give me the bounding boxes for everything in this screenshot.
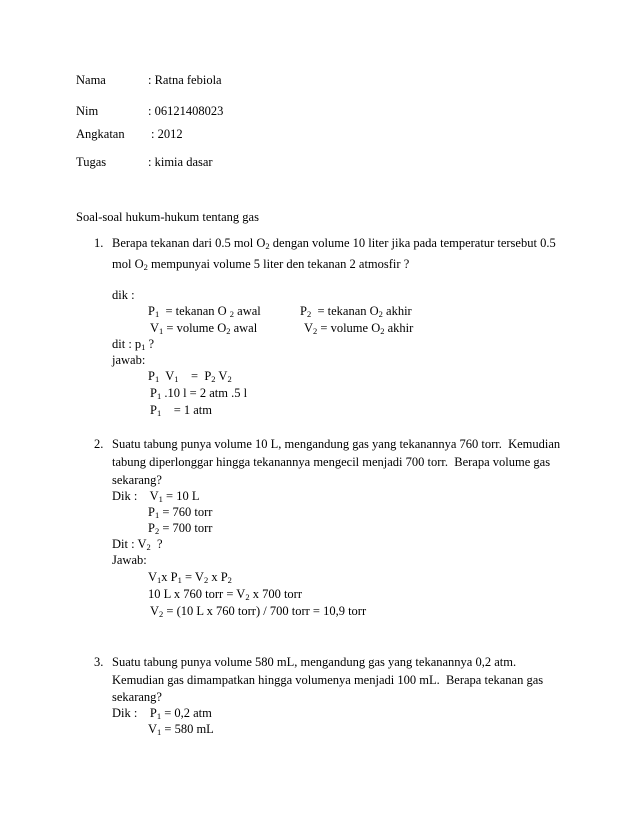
problem-1-definition-v2: $V_2$ = volume $O_2$ akhir <box>304 321 414 336</box>
problem-1-number: 1. <box>94 236 104 250</box>
problem-2-step-1: $V_1x$ $P_1 = V_2$ x $P_2$ <box>148 570 232 585</box>
value-nama: : Ratna febiola <box>148 73 222 87</box>
problem-1-definition-p1: $P_1$ = tekanan O $_2$ awal <box>148 304 261 319</box>
problem-1-dit: dit : $p_1$ ? <box>112 337 155 352</box>
problem-2-dik-p2: $P_2 = 700$ torr <box>148 521 213 536</box>
label-angkatan: Angkatan <box>76 127 125 141</box>
label-tugas: Tugas <box>76 155 107 169</box>
problem-2-step-3: $V_2 = (10$ L x 760 torr) / 700 torr = 10,9 torr <box>150 604 367 619</box>
problem-2-question-line-1: Suatu tabung punya volume 10 L, mengandung gas yang tekanannya 760 torr. Kemudian <box>112 437 561 451</box>
problem-2-dit: Dit : $V_2$ ? <box>112 537 163 552</box>
problem-3-number: 3. <box>94 655 104 669</box>
problem-1-question-line-2: mol $O_2$ mempunyai volume 5 liter den tekanan 2 atmosfir ? <box>112 257 410 272</box>
problem-1-question-line-1: Berapa tekanan dari 0.5 mol $O_2$ dengan volume 10 liter jika pada temperatur tersebut 0.5 <box>112 236 556 251</box>
problem-1-step-1: $P_1$ $V_1$ = $P_2$ $V_2$ <box>148 369 232 384</box>
problem-3-dik-p1: Dik : $P_1 = 0,2$ atm <box>112 706 212 721</box>
problem-2-number: 2. <box>94 437 104 451</box>
problem-3-dik-v1: $V_1 = 580$ mL <box>148 722 214 737</box>
value-tugas: : kimia dasar <box>148 155 213 169</box>
problem-2-step-2: 10 L x 760 torr = $V_2$ x 700 torr <box>148 587 303 602</box>
problem-1-definition-v1: $V_1$ = volume $O_2$ awal <box>150 321 258 336</box>
problem-2-dik-p1: $P_1 = 760$ torr <box>148 505 213 520</box>
problem-1-dik: dik : <box>112 288 135 302</box>
value-angkatan: : 2012 <box>151 127 183 141</box>
problem-1-step-3: $P_1$ = 1 atm <box>150 403 212 418</box>
problem-3-question-line-2: Kemudian gas dimampatkan hingga volumenya menjadi 100 mL. Berapa tekanan gas <box>112 673 544 687</box>
problem-2-dik-v1: Dik : $V_1 = 10$ L <box>112 489 200 504</box>
problem-3-question-line-3: sekarang? <box>112 690 162 704</box>
value-nim: : 06121408023 <box>148 104 224 118</box>
label-nim: Nim <box>76 104 99 118</box>
section-title: Soal-soal hukum-hukum tentang gas <box>76 210 259 224</box>
label-nama: Nama <box>76 73 106 87</box>
problem-2-question-line-2: tabung diperlonggar hingga tekanannya mengecil menjadi 700 torr. Berapa volume gas <box>112 455 551 469</box>
problem-2-jawab: Jawab: <box>112 553 147 567</box>
problem-1-definition-p2: $P_2$ = tekanan $O_2$ akhir <box>300 304 412 319</box>
problem-1-jawab: jawab: <box>112 353 146 367</box>
problem-3-question-line-1: Suatu tabung punya volume 580 mL, mengandung gas yang tekanannya 0,2 atm. <box>112 655 517 669</box>
problem-1-step-2: $P_1$ .10 l = 2 atm .5 l <box>150 386 248 401</box>
problem-2-question-line-3: sekarang? <box>112 473 162 487</box>
